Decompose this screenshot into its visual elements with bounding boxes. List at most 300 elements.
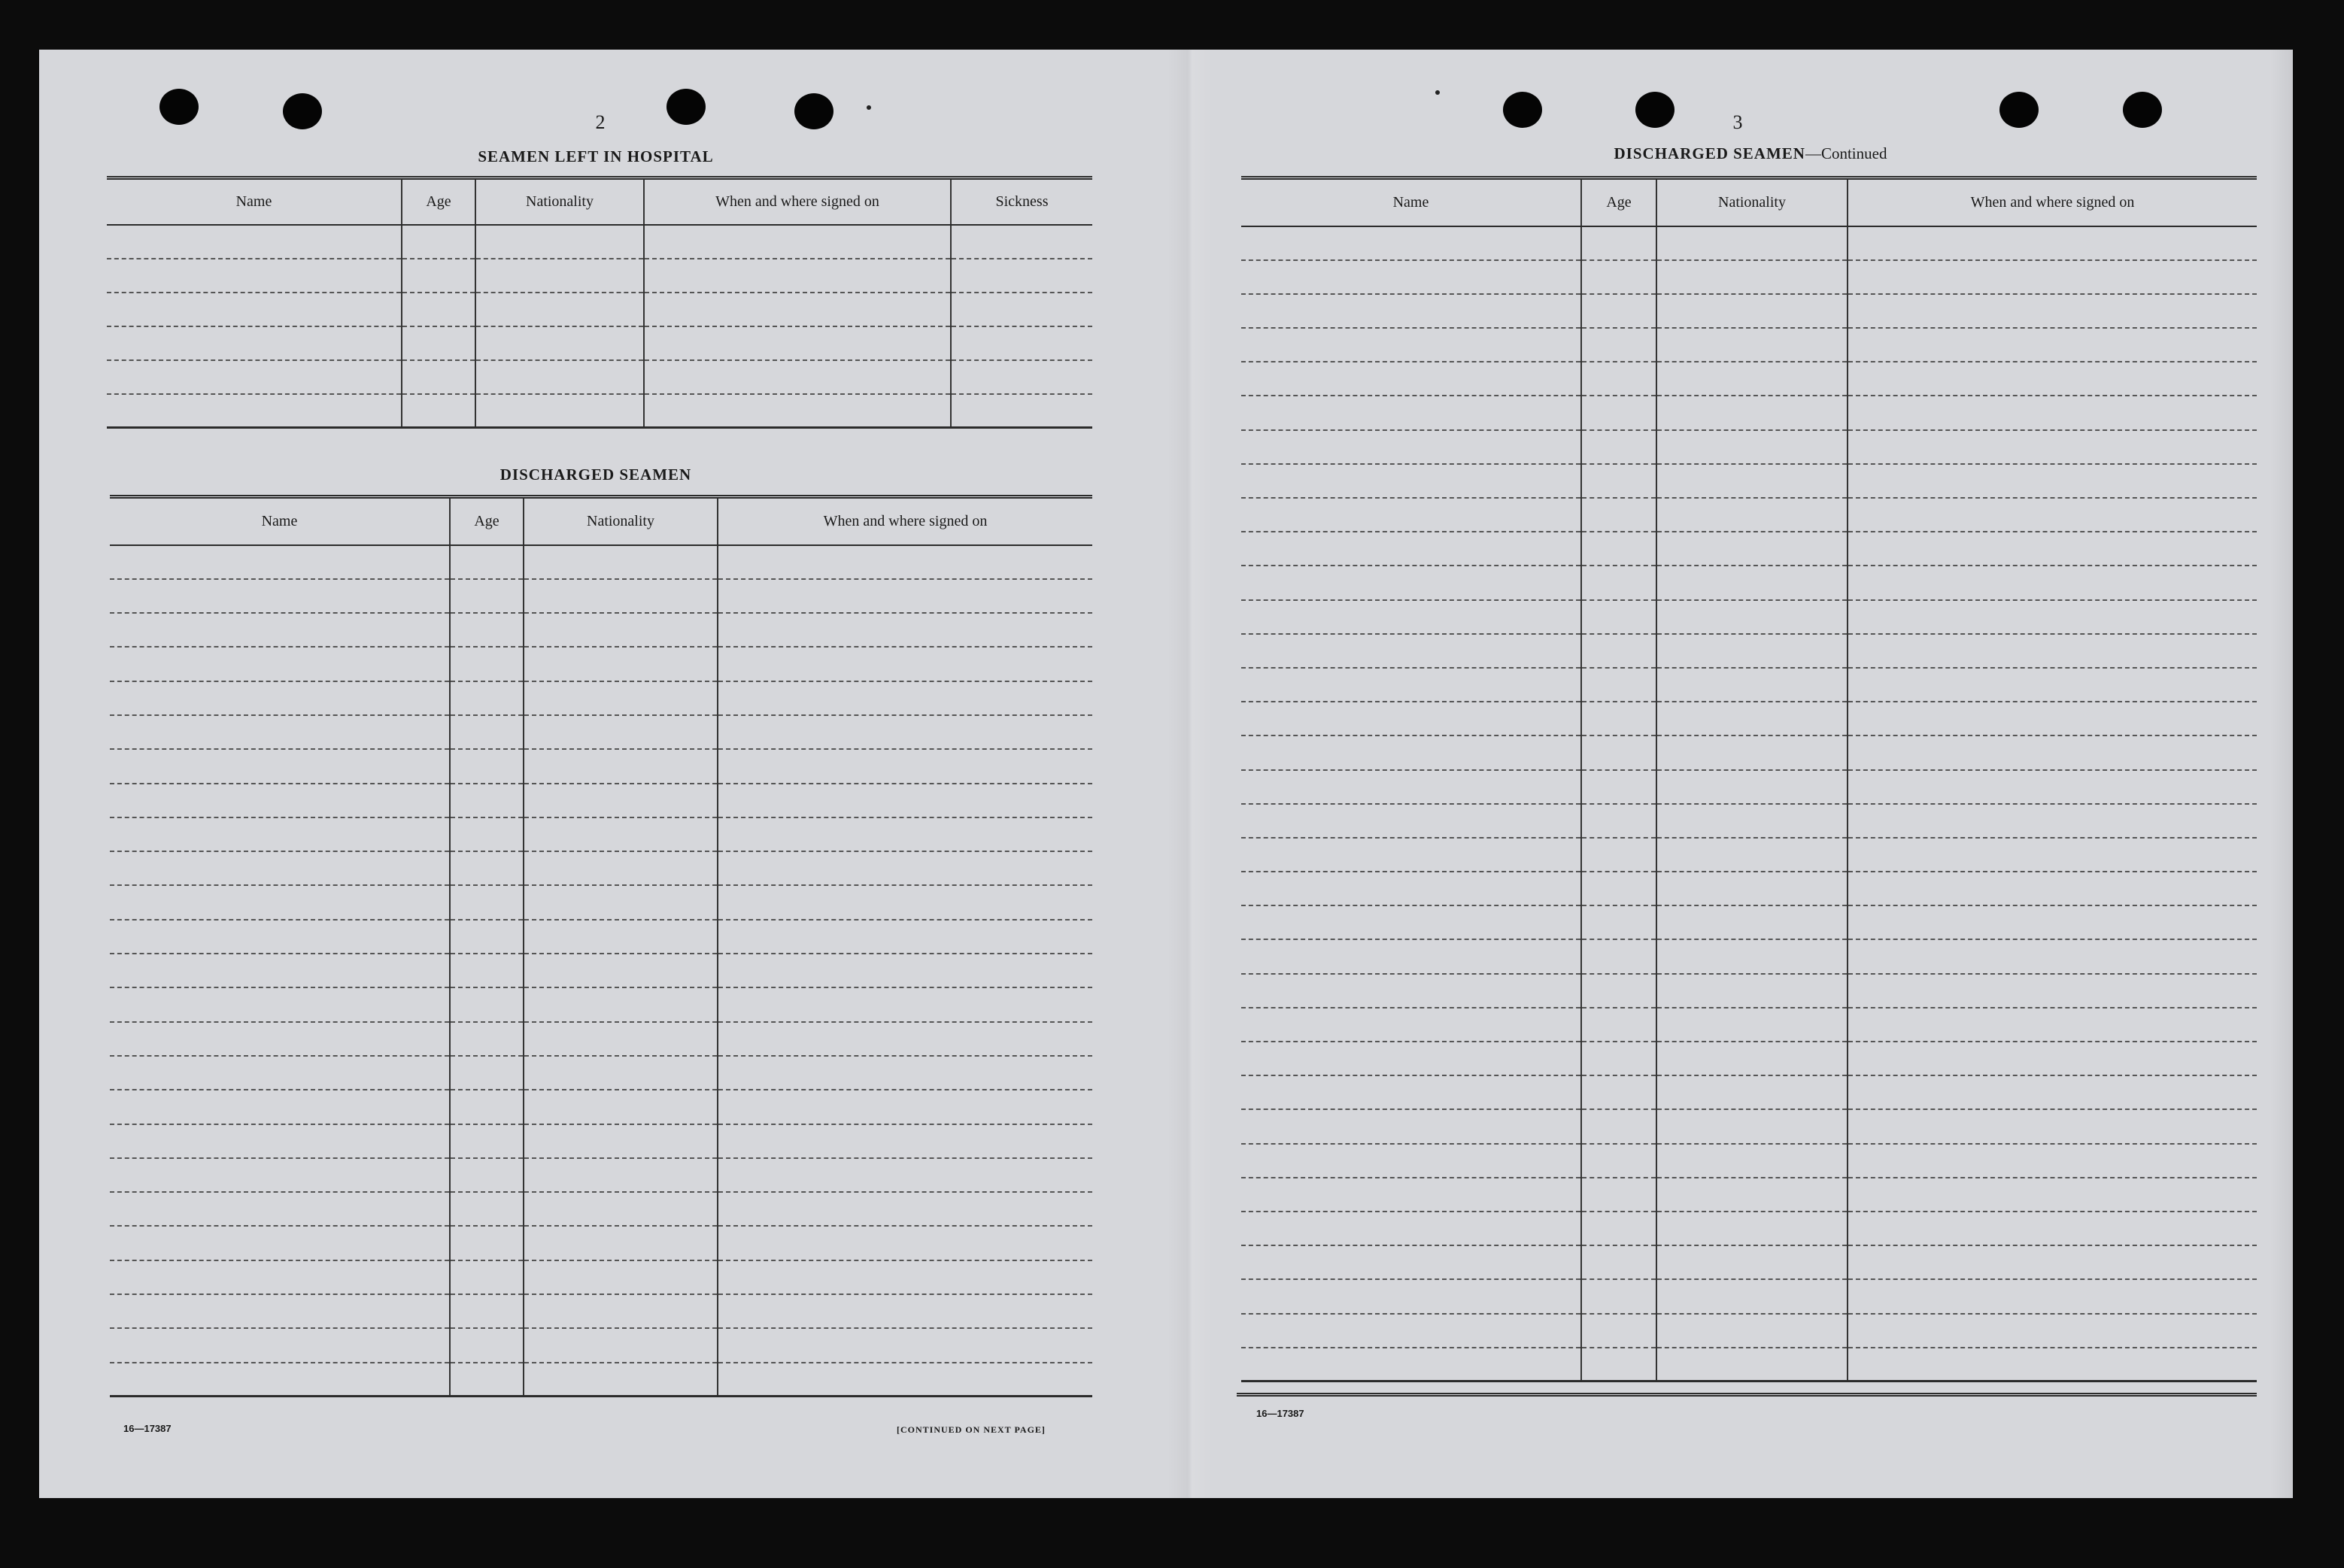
blank-cell <box>402 259 475 293</box>
blank-cell <box>1656 1245 1848 1279</box>
ink-speck <box>1435 90 1440 95</box>
blank-cell <box>1848 1279 2257 1313</box>
blank-cell <box>110 1328 450 1362</box>
blank-cell <box>524 647 718 681</box>
blank-cell <box>110 987 450 1021</box>
blank-cell <box>1848 634 2257 668</box>
blank-cell <box>450 681 524 715</box>
blank-cell <box>1581 464 1656 498</box>
blank-cell <box>450 613 524 647</box>
table-row <box>110 817 1092 851</box>
blank-cell <box>1241 396 1581 429</box>
blank-cell <box>951 394 1092 428</box>
blank-cell <box>718 1294 1092 1328</box>
blank-cell <box>718 1226 1092 1260</box>
blank-cell <box>110 1260 450 1294</box>
blank-cell <box>1581 498 1656 532</box>
blank-cell <box>450 920 524 954</box>
blank-cell <box>718 613 1092 647</box>
continued-note: [CONTINUED ON NEXT PAGE] <box>897 1424 1046 1435</box>
blank-cell <box>524 579 718 613</box>
blank-cell <box>718 851 1092 885</box>
table-row <box>1241 702 2257 735</box>
blank-cell <box>1848 872 2257 905</box>
column-header-signed-on: When and where signed on <box>718 497 1092 545</box>
table-row <box>110 885 1092 919</box>
blank-cell <box>524 1090 718 1124</box>
blank-cell <box>1656 1008 1848 1042</box>
blank-cell <box>1848 838 2257 872</box>
column-header-age: Age <box>450 497 524 545</box>
blank-cell <box>1241 1348 1581 1381</box>
table-row <box>1241 1178 2257 1212</box>
blank-cell <box>1581 804 1656 838</box>
table-row <box>1241 362 2257 396</box>
blank-cell <box>951 225 1092 259</box>
blank-cell <box>110 1294 450 1328</box>
blank-cell <box>644 259 951 293</box>
blank-cell <box>524 885 718 919</box>
table-row <box>110 1260 1092 1294</box>
blank-cell <box>1848 939 2257 973</box>
table-row <box>110 1022 1092 1056</box>
table-row <box>1241 1212 2257 1245</box>
table-row <box>1241 600 2257 634</box>
print-code-left: 16—17387 <box>123 1423 172 1434</box>
blank-cell <box>450 579 524 613</box>
blank-cell <box>1848 905 2257 939</box>
blank-cell <box>1848 702 2257 735</box>
blank-cell <box>1848 294 2257 328</box>
blank-cell <box>1656 1042 1848 1075</box>
table-row <box>1241 804 2257 838</box>
blank-cell <box>1656 1178 1848 1212</box>
blank-cell <box>524 1158 718 1192</box>
blank-cell <box>718 579 1092 613</box>
page-number-right: 3 <box>1732 111 1743 133</box>
blank-cell <box>475 326 644 360</box>
blank-cell <box>1848 735 2257 769</box>
ink-speck <box>867 105 871 110</box>
column-header-signed-on: When and where signed on <box>1848 178 2257 226</box>
hospital-table <box>107 176 1092 429</box>
blank-cell <box>450 749 524 783</box>
table-row <box>1241 668 2257 702</box>
blank-cell <box>110 579 450 613</box>
blank-cell <box>718 1090 1092 1124</box>
blank-cell <box>1848 770 2257 804</box>
blank-cell <box>1241 1042 1581 1075</box>
blank-cell <box>524 545 718 579</box>
blank-cell <box>1581 1109 1656 1143</box>
blank-cell <box>1241 974 1581 1008</box>
blank-cell <box>1241 1279 1581 1313</box>
table-row <box>1241 1144 2257 1178</box>
blank-cell <box>718 749 1092 783</box>
column-header-nationality: Nationality <box>524 497 718 545</box>
blank-cell <box>524 1124 718 1158</box>
blank-cell <box>524 681 718 715</box>
blank-cell <box>524 1363 718 1397</box>
column-header-name: Name <box>110 497 450 545</box>
blank-cell <box>1241 226 1581 260</box>
blank-cell <box>1848 804 2257 838</box>
table-row <box>110 1124 1092 1158</box>
blank-cell <box>1656 532 1848 566</box>
discharged-section-title: DISCHARGED SEAMEN <box>499 466 692 484</box>
blank-cell <box>1656 294 1848 328</box>
column-header-name: Name <box>1241 178 1581 226</box>
blank-cell <box>1241 770 1581 804</box>
blank-cell <box>110 1192 450 1226</box>
blank-cell <box>718 920 1092 954</box>
blank-cell <box>1581 838 1656 872</box>
table-row <box>1241 430 2257 464</box>
table-row <box>110 1226 1092 1260</box>
blank-cell <box>450 1158 524 1192</box>
blank-cell <box>475 360 644 394</box>
blank-cell <box>1581 260 1656 294</box>
blank-cell <box>1581 430 1656 464</box>
table-row <box>110 987 1092 1021</box>
blank-cell <box>1656 939 1848 973</box>
blank-cell <box>402 360 475 394</box>
blank-cell <box>450 1260 524 1294</box>
table-row <box>107 360 1092 394</box>
blank-cell <box>1581 668 1656 702</box>
table-row <box>1241 396 2257 429</box>
blank-cell <box>1581 1212 1656 1245</box>
blank-cell <box>1656 905 1848 939</box>
blank-cell <box>1848 1042 2257 1075</box>
blank-cell <box>110 613 450 647</box>
blank-cell <box>718 817 1092 851</box>
blank-cell <box>475 394 644 428</box>
blank-cell <box>1581 1279 1656 1313</box>
blank-cell <box>1581 328 1656 362</box>
blank-cell <box>951 360 1092 394</box>
blank-cell <box>107 293 402 326</box>
column-header-age: Age <box>402 178 475 225</box>
table-row <box>1241 634 2257 668</box>
blank-cell <box>1581 1008 1656 1042</box>
blank-cell <box>1656 226 1848 260</box>
blank-cell <box>1656 600 1848 634</box>
blank-cell <box>1241 804 1581 838</box>
blank-cell <box>1241 1178 1581 1212</box>
table-row <box>1241 260 2257 294</box>
blank-cell <box>1656 430 1848 464</box>
blank-cell <box>1241 328 1581 362</box>
table-row <box>1241 1348 2257 1381</box>
blank-cell <box>450 1363 524 1397</box>
blank-cell <box>1241 600 1581 634</box>
discharged-continued-title-main: DISCHARGED SEAMEN <box>1614 144 1805 162</box>
blank-cell <box>718 784 1092 817</box>
blank-cell <box>450 817 524 851</box>
blank-cell <box>718 1056 1092 1090</box>
blank-cell <box>524 1022 718 1056</box>
blank-cell <box>450 647 524 681</box>
blank-cell <box>1848 600 2257 634</box>
blank-cell <box>1848 1075 2257 1109</box>
column-header-sickness: Sickness <box>951 178 1092 225</box>
table-row <box>110 613 1092 647</box>
blank-cell <box>1241 362 1581 396</box>
blank-cell <box>1241 260 1581 294</box>
bottom-rule-right <box>1237 1393 2257 1397</box>
blank-cell <box>718 885 1092 919</box>
discharged-continued-table <box>1241 176 2257 1382</box>
blank-cell <box>644 326 951 360</box>
blank-cell <box>1581 702 1656 735</box>
blank-cell <box>1848 1348 2257 1381</box>
blank-cell <box>718 1363 1092 1397</box>
blank-cell <box>524 920 718 954</box>
blank-cell <box>107 225 402 259</box>
punch-hole <box>2123 92 2162 128</box>
blank-cell <box>1848 260 2257 294</box>
table-row <box>1241 735 2257 769</box>
table-row <box>1241 1279 2257 1313</box>
blank-cell <box>110 647 450 681</box>
blank-cell <box>1241 1109 1581 1143</box>
blank-cell <box>450 545 524 579</box>
blank-cell <box>718 987 1092 1021</box>
table-row <box>110 1192 1092 1226</box>
blank-cell <box>1581 396 1656 429</box>
blank-cell <box>1241 1314 1581 1348</box>
blank-cell <box>110 749 450 783</box>
blank-cell <box>110 715 450 749</box>
blank-cell <box>644 293 951 326</box>
table-row <box>110 749 1092 783</box>
blank-cell <box>1848 668 2257 702</box>
blank-cell <box>1581 1348 1656 1381</box>
blank-cell <box>110 817 450 851</box>
table-row <box>1241 464 2257 498</box>
blank-cell <box>1581 1144 1656 1178</box>
blank-cell <box>1656 362 1848 396</box>
blank-cell <box>110 851 450 885</box>
punch-hole <box>283 93 322 129</box>
column-header-age: Age <box>1581 178 1656 226</box>
blank-cell <box>475 293 644 326</box>
blank-cell <box>450 784 524 817</box>
discharged-continued-title-suffix: —Continued <box>1805 144 1887 162</box>
blank-cell <box>1848 566 2257 599</box>
blank-cell <box>110 885 450 919</box>
blank-cell <box>1656 770 1848 804</box>
table-row <box>110 647 1092 681</box>
blank-cell <box>107 259 402 293</box>
blank-cell <box>524 1056 718 1090</box>
table-row <box>1241 1109 2257 1143</box>
blank-cell <box>1241 1245 1581 1279</box>
blank-cell <box>402 293 475 326</box>
table-row <box>1241 566 2257 599</box>
blank-cell <box>1656 872 1848 905</box>
table-row <box>110 784 1092 817</box>
column-header-nationality: Nationality <box>475 178 644 225</box>
blank-cell <box>1581 1178 1656 1212</box>
blank-cell <box>718 545 1092 579</box>
table-row <box>1241 838 2257 872</box>
blank-cell <box>1581 634 1656 668</box>
blank-cell <box>1656 804 1848 838</box>
blank-cell <box>1581 226 1656 260</box>
table-row <box>1241 872 2257 905</box>
blank-cell <box>524 851 718 885</box>
blank-cell <box>1848 1008 2257 1042</box>
table-row <box>110 851 1092 885</box>
blank-cell <box>107 360 402 394</box>
column-header-name: Name <box>107 178 402 225</box>
blank-cell <box>450 715 524 749</box>
table-row <box>110 1328 1092 1362</box>
blank-cell <box>1848 328 2257 362</box>
blank-cell <box>450 1124 524 1158</box>
blank-cell <box>644 225 951 259</box>
table-row <box>1241 974 2257 1008</box>
blank-cell <box>110 1124 450 1158</box>
blank-cell <box>402 225 475 259</box>
blank-cell <box>450 1090 524 1124</box>
table-row <box>1241 770 2257 804</box>
punch-hole <box>1635 92 1675 128</box>
table-row <box>1241 226 2257 260</box>
scanned-document <box>39 50 2293 1498</box>
blank-cell <box>644 394 951 428</box>
blank-cell <box>450 851 524 885</box>
blank-cell <box>110 1056 450 1090</box>
blank-cell <box>402 394 475 428</box>
blank-cell <box>1241 668 1581 702</box>
blank-cell <box>1241 566 1581 599</box>
table-row <box>110 1090 1092 1124</box>
blank-cell <box>1848 362 2257 396</box>
blank-cell <box>450 1192 524 1226</box>
blank-cell <box>1848 1109 2257 1143</box>
blank-cell <box>718 647 1092 681</box>
blank-cell <box>718 1192 1092 1226</box>
hospital-table-body <box>107 225 1092 428</box>
blank-cell <box>450 1294 524 1328</box>
blank-cell <box>1656 464 1848 498</box>
blank-cell <box>718 1158 1092 1192</box>
blank-cell <box>1241 939 1581 973</box>
blank-cell <box>1848 974 2257 1008</box>
blank-cell <box>1581 905 1656 939</box>
blank-cell <box>110 920 450 954</box>
blank-cell <box>110 681 450 715</box>
blank-cell <box>450 885 524 919</box>
blank-cell <box>110 1226 450 1260</box>
blank-cell <box>1241 872 1581 905</box>
table-row <box>110 681 1092 715</box>
blank-cell <box>1241 294 1581 328</box>
blank-cell <box>1656 634 1848 668</box>
blank-cell <box>450 1328 524 1362</box>
center-fold <box>1167 50 1213 1498</box>
page-edge <box>2270 50 2293 1498</box>
table-row <box>1241 939 2257 973</box>
table-row <box>1241 1075 2257 1109</box>
blank-cell <box>1241 702 1581 735</box>
blank-cell <box>1581 532 1656 566</box>
blank-cell <box>1656 566 1848 599</box>
blank-cell <box>1241 905 1581 939</box>
blank-cell <box>1848 226 2257 260</box>
blank-cell <box>951 293 1092 326</box>
blank-cell <box>1848 1178 2257 1212</box>
table-row <box>1241 328 2257 362</box>
blank-cell <box>1241 430 1581 464</box>
table-row <box>110 1158 1092 1192</box>
table-row <box>1241 1245 2257 1279</box>
blank-cell <box>718 1260 1092 1294</box>
page-number-left: 2 <box>595 111 606 133</box>
blank-cell <box>1241 1144 1581 1178</box>
blank-cell <box>1848 532 2257 566</box>
blank-cell <box>1581 939 1656 973</box>
punch-hole <box>1503 92 1542 128</box>
table-row <box>1241 294 2257 328</box>
discharged-table <box>110 495 1092 1397</box>
blank-cell <box>1581 1245 1656 1279</box>
blank-cell <box>1656 1075 1848 1109</box>
table-row <box>110 579 1092 613</box>
blank-cell <box>1656 838 1848 872</box>
blank-cell <box>1848 430 2257 464</box>
punch-hole <box>1999 92 2039 128</box>
punch-hole <box>794 93 833 129</box>
blank-cell <box>450 1226 524 1260</box>
blank-cell <box>110 1158 450 1192</box>
blank-cell <box>110 1022 450 1056</box>
blank-cell <box>1656 974 1848 1008</box>
blank-cell <box>110 1363 450 1397</box>
blank-cell <box>718 681 1092 715</box>
blank-cell <box>1581 1075 1656 1109</box>
hospital-section-title: SEAMEN LEFT IN HOSPITAL <box>478 147 714 165</box>
discharged-continued-table-body <box>1241 226 2257 1381</box>
blank-cell <box>524 1260 718 1294</box>
table-row <box>1241 1008 2257 1042</box>
blank-cell <box>1656 1212 1848 1245</box>
blank-cell <box>718 1328 1092 1362</box>
blank-cell <box>1241 498 1581 532</box>
blank-cell <box>1581 566 1656 599</box>
blank-cell <box>1581 1042 1656 1075</box>
blank-cell <box>524 784 718 817</box>
blank-cell <box>1581 735 1656 769</box>
discharged-table-body <box>110 545 1092 1397</box>
blank-cell <box>1241 634 1581 668</box>
blank-cell <box>524 613 718 647</box>
table-row <box>110 954 1092 987</box>
blank-cell <box>718 1022 1092 1056</box>
discharged-continued-title <box>1243 144 2258 163</box>
blank-cell <box>524 987 718 1021</box>
blank-cell <box>1581 362 1656 396</box>
blank-cell <box>110 784 450 817</box>
blank-cell <box>110 954 450 987</box>
blank-cell <box>110 1090 450 1124</box>
blank-cell <box>107 326 402 360</box>
blank-cell <box>1581 1314 1656 1348</box>
punch-hole <box>159 89 199 125</box>
